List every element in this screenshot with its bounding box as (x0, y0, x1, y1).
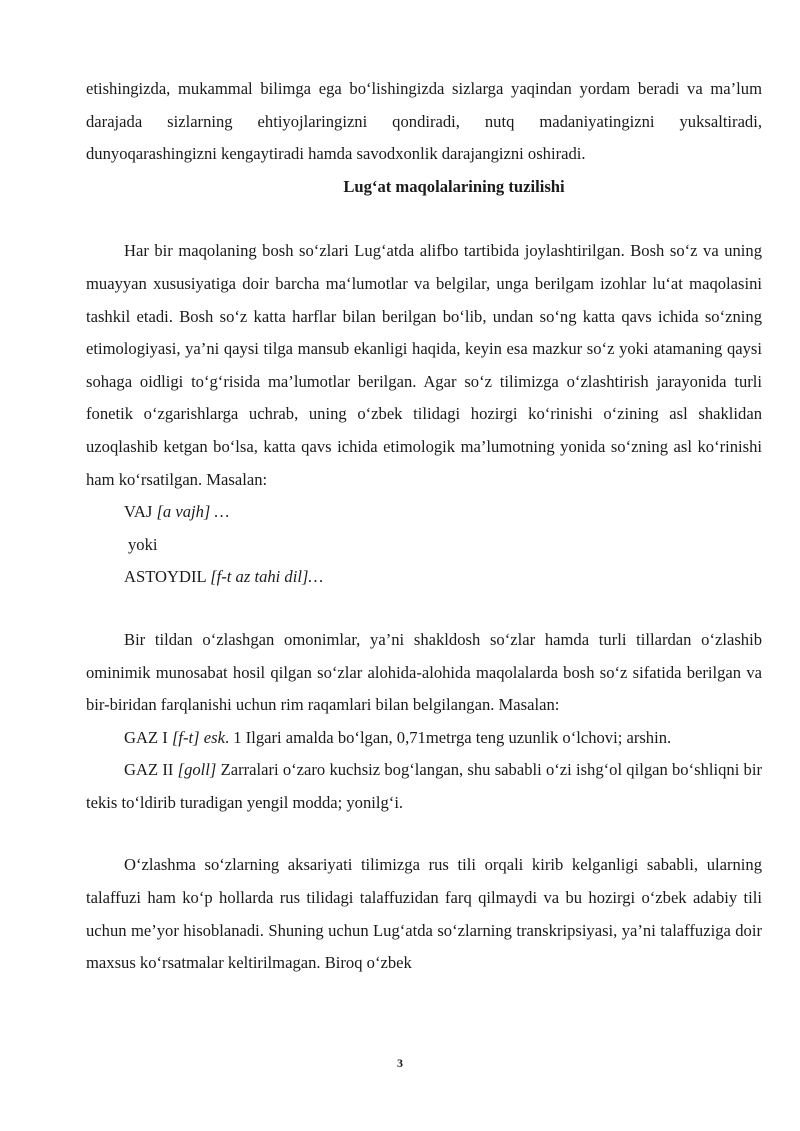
example-separator: yoki (128, 534, 158, 554)
top-paragraph: etishingizda, mukammal bilimga ega bo‘lishingizda sizlarga yaqindan yordam beradi va ma’lum darajada sizlarning ehtiyojlaringizni qondiradi, nutq madaniyatingizni yuksaltiradi, dunyoqarashingizni kengaytiradi hamda savodxonlik darajangizni oshiradi. (86, 79, 762, 164)
etymology: [f-t az tahi dil]… (210, 567, 324, 587)
section-title: Lug‘at maqolalarining tuzilishi (343, 176, 565, 196)
spacer (86, 203, 762, 235)
etymology: [goll] (177, 760, 217, 780)
headword: GAZ II (124, 760, 174, 780)
example-entry-gaz-2 (86, 754, 762, 819)
spacer (86, 819, 762, 849)
headword: ASTOYDIL (124, 567, 207, 587)
spacer (86, 594, 762, 624)
etymology: [f-t] esk (171, 727, 225, 747)
page-number: 3 (397, 1056, 403, 1070)
definition: . 1 Ilgari amalda bo‘lgan, 0,71metrga teng uzunlik o‘lchovi; arshin. (224, 727, 672, 747)
example-entry-gaz-1 (86, 722, 762, 755)
paragraph-headword-structure: Har bir maqolaning bosh so‘zlari Lug‘atda alifbo tartibida joylashtirilgan. Bosh so‘z va uning muayyan xususiyatiga doir barcha ma‘lumotlar va belgilar, unga berilgam izohlar lu‘at maqolasini tashkil etadi. Bosh so‘z katta harflar bilan berilgan bo‘lib, undan so‘ng katta qavs ichida so‘zning etimologiyasi, ya’ni qaysi tilga mansub ekanligi haqida, keyin esa mazkur so‘z yoki atamaning qaysi sohaga oidligi to‘g‘risida ma’lumotlar berilgan. Agar so‘z tilimizga o‘zlashtirish jarayonida turli fonetik o‘zgarishlarga uchrab, uning o‘zbek tilidagi hozirgi ko‘rinishi o‘zining asl shaklidan uzoqlashib ketgan bo‘lsa, katta qavs ichida etimologik ma’lumotning yonida so‘zning asl ko‘rinishi ham ko‘rsatilgan. Masalan: (86, 241, 762, 489)
page-body (86, 73, 762, 980)
example-entry-vaj (86, 496, 762, 529)
definition: Zarralari o‘zaro kuchsiz bog‘langan, shu sababli o‘zi ishg‘ol qilgan bo‘shliqni bir tekis to‘ldirib turadigan yengil modda; yonilg‘i. (86, 760, 762, 812)
etymology: [a vajh] … (156, 502, 230, 522)
headword: GAZ I (124, 727, 168, 747)
paragraph-homonyms: Bir tildan o‘zlashgan omonimlar, ya’ni shakldosh so‘zlar hamda turli tillardan o‘zlashib ominimik munosabat hosil qilgan so‘zlar alohida-alohida maqolalarda bosh so‘z sifatida berilgan va bir-biridan farqlanishi uchun rim raqamlari bilan belgilangan. Masalan: (86, 629, 762, 715)
paragraph-pronunciation: O‘zlashma so‘zlarning aksariyati tilimizga rus tili orqali kirib kelganligi sababli, ularning talaffuzi ham ko‘p hollarda rus tilidagi talaffuzidan farq qilmaydi va bu hozirgi o‘zbek adabiy tili uchun me’yor hisoblanadi. Shuning uchun Lug‘atda so‘zlarning transkripsiyasi, ya’ni talaffuziga doir maxsus ko‘rsatmalar keltirilmagan. Biroq o‘zbek (86, 855, 762, 973)
headword: VAJ (124, 502, 153, 522)
example-entry-astoydil (86, 561, 762, 594)
